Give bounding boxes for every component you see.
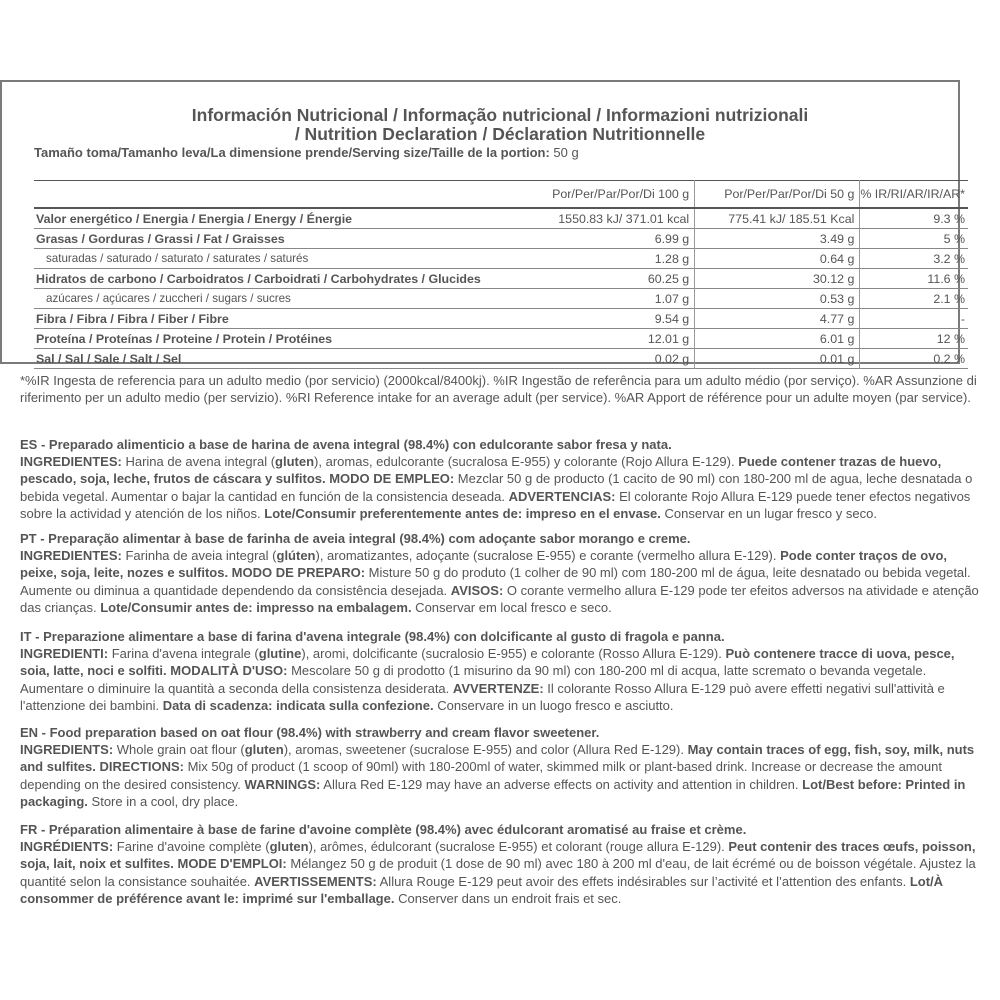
value-per-100g: 6.99 g — [519, 229, 695, 249]
value-per-100g: 1.28 g — [519, 249, 695, 269]
block-title: PT - Preparação alimentar à base de farinha de aveia integral (98.4%) com adoçante sabor morango e creme. — [20, 531, 691, 546]
block-title: IT - Preparazione alimentare a base di farina d'avena integrale (98.4%) con dolcificante al gusto di fragola e panna. — [20, 629, 725, 644]
reference-intake-footnote: *%IR Ingesta de referencia para un adulto medio (por servicio) (2000kcal/8400kj). %IR Ingestão de referência para um adulto médio (por serviço). %AR Assunzione di riferimento per un adulto medio (per servizio). %RI Reference intake for an average adult (per service). %AR Apport de référence pour un adulte moyen (par service). — [20, 373, 977, 406]
nutrient-name: saturadas / saturado / saturato / saturates / saturés — [46, 251, 309, 265]
table-row-carbohydrates — [34, 269, 968, 289]
serving-size-value: 50 g — [549, 145, 579, 160]
value-reference-intake: - — [960, 311, 965, 326]
table-row-fat — [34, 229, 968, 249]
block-title: EN - Food preparation based on oat flour (98.4%) with strawberry and cream flavor sweetener. — [20, 725, 600, 740]
language-block-pt — [20, 530, 980, 616]
table-row-sugars — [34, 289, 968, 309]
nutrient-name: Sal / Sal / Sale / Salt / Sel — [36, 351, 182, 366]
header-per-50g: Por/Per/Par/Por/Di 50 g — [695, 181, 860, 209]
title-line-1: Información Nutricional / Informação nutricional / Informazioni nutrizionali — [191, 105, 809, 125]
serving-size-label: Tamaño toma/Tamanho leva/La dimensione prende/Serving size/Taille de la portion: — [34, 145, 550, 160]
title-line-2: / Nutrition Declaration / Déclaration Nutritionnelle — [294, 124, 706, 144]
value-reference-intake: 3.2 % — [933, 251, 965, 266]
nutrient-name: Valor energético / Energia / Energia / Energy / Énergie — [36, 211, 353, 226]
value-per-50g: 0.01 g — [695, 349, 860, 369]
block-body: INGREDIENTES: Harina de avena integral (gluten), aromas, edulcorante (sucralosa E-955) y colorante (Rojo Allura E-129). Puede contener trazas de huevo, pescado, soja, leche, frutos de cáscara y sulfitos. MODO DE EMPLEO: Mezclar 50 g de producto (1 cacito de 90 ml) con 180-200 ml de agua, leche desnatada o bebida vegetal. Aumentar o bajar la cantidad en función de la consistencia deseada. ADVERTENCIAS: El colorante Rojo Allura E-129 puede tener efectos negativos sobre la actividad y atención de los niños. Lote/Consumir preferentemente antes de: impreso en el envase. Conservar en un lugar fresco y seco. — [20, 454, 973, 521]
value-per-100g: 9.54 g — [519, 309, 695, 329]
table-row-energy — [34, 208, 968, 229]
value-reference-intake: 2.1 % — [933, 291, 965, 306]
value-per-100g: 60.25 g — [519, 269, 695, 289]
nutrient-name: Fibra / Fibra / Fibra / Fiber / Fibre — [36, 311, 229, 326]
table-row-fiber — [34, 309, 968, 329]
value-per-50g: 775.41 kJ/ 185.51 Kcal — [695, 208, 860, 229]
value-reference-intake: 12 % — [936, 331, 965, 346]
header-reference-intake: % IR/RI/AR/IR/AR* — [860, 181, 968, 209]
table-header-row — [34, 181, 968, 209]
language-block-en — [20, 724, 980, 810]
block-body: INGRÉDIENTS: Farine d'avoine complète (gluten), arômes, édulcorant (sucralose E-955) et colorant (rouge allura E-129). Peut contenir des traces œufs, poisson, soja, lait, noix et sulfites. MODE D'EMPLOI: Mélangez 50 g de produit (1 dose de 90 ml) avec 180 à 200 ml d'eau, de lait écrémé ou de boisson végétale. Ajustez la quantité selon la consistance souhaitée. AVERTISSEMENTS: Allura Rouge E-129 peut avoir des effets indésirables sur l’activité et l’attention des enfants. Lot/À consommer de préférence avant le: imprimé sur l'emballage. Conserver dans un endroit frais et sec. — [20, 839, 976, 906]
header-nutrient — [34, 181, 519, 209]
language-block-es — [20, 436, 980, 522]
language-block-it — [20, 628, 980, 714]
block-title: ES - Preparado alimenticio a base de harina de avena integral (98.4%) con edulcorante sabor fresa y nata. — [20, 437, 672, 452]
nutrient-name: Proteína / Proteínas / Proteine / Protein / Protéines — [36, 331, 333, 346]
block-title: FR - Préparation alimentaire à base de farine d'avoine complète (98.4%) avec édulcorant aromatisé au fraise et crème. — [20, 822, 747, 837]
value-reference-intake: 0.2 % — [933, 351, 965, 366]
value-per-50g: 30.12 g — [695, 269, 860, 289]
value-per-50g: 6.01 g — [695, 329, 860, 349]
value-per-100g: 1.07 g — [519, 289, 695, 309]
table-row-protein — [34, 329, 968, 349]
value-reference-intake: 5 % — [943, 231, 965, 246]
value-per-50g: 0.53 g — [695, 289, 860, 309]
value-per-100g: 0.02 g — [519, 349, 695, 369]
serving-size — [34, 145, 579, 160]
block-body: INGREDIENTS: Whole grain oat flour (gluten), aromas, sweetener (sucralose E-955) and color (Allura Red E-129). May contain traces of egg, fish, soy, milk, nuts and sulfites. DIRECTIONS: Mix 50g of product (1 scoop of 90ml) with 180-200ml of water, skimmed milk or plant-based drink. Increase or decrease the amount depending on the desired consistency. WARNINGS: Allura Red E-129 may have an adverse effects on activity and attention in children. Lot/Best before: Printed in packaging. Store in a cool, dry place. — [20, 742, 975, 809]
header-per-100g: Por/Per/Par/Por/Di 100 g — [519, 181, 695, 209]
nutrient-name: Hidratos de carbono / Carboidratos / Carboidrati / Carbohydrates / Glucides — [36, 271, 481, 286]
block-body: INGREDIENTES: Farinha de aveia integral (glúten), aromatizantes, adoçante (sucralose E-955) e corante (vermelho allura E-129). Pode conter traços de ovo, peixe, soja, leite, nozes e sulfitos. MODO DE PREPARO: Misture 50 g do produto (1 colher de 90 ml) com 180-200 ml de água, leite desnatado ou bebida vegetal. Aumente ou diminua a quantidade dependendo da consistência desejada. AVISOS: O corante vermelho allura E-129 pode ter efeitos adversos na atividade e atenção das crianças. Lote/Consumir antes de: impresso na embalagem. Conservar em local fresco e seco. — [20, 548, 979, 615]
value-per-50g: 3.49 g — [695, 229, 860, 249]
nutrition-title — [0, 106, 1000, 144]
table-row-saturates — [34, 249, 968, 269]
value-per-100g: 12.01 g — [519, 329, 695, 349]
value-reference-intake: 9.3 % — [933, 211, 965, 226]
value-per-50g: 0.64 g — [695, 249, 860, 269]
nutrition-table — [34, 180, 968, 369]
block-body: INGREDIENTI: Farina d'avena integrale (glutine), aromi, dolcificante (sucralosio E-955) e colorante (Rosso Allura E-129). Può contenere tracce di uova, pesce, soia, latte, noci e solfiti. MODALITÀ D'USO: Mescolare 50 g di prodotto (1 misurino da 90 ml) con 180-200 ml di acqua, latte scremato o bevanda vegetale. Aumentare o diminuire la quantità a seconda della consistenza desiderata. AVVERTENZE: Il colorante Rosso Allura E-129 può avere effetti negativi sull'attività e l'attenzione dei bambini. Data di scadenza: indicata sulla confezione. Conservare in un luogo fresco e asciutto. — [20, 646, 955, 713]
nutrient-name: azúcares / açúcares / zuccheri / sugars / sucres — [46, 291, 291, 305]
language-block-fr — [20, 821, 980, 907]
nutrient-name: Grasas / Gorduras / Grassi / Fat / Graisses — [36, 231, 285, 246]
table-row-salt — [34, 349, 968, 369]
value-reference-intake: 11.6 % — [927, 271, 965, 286]
value-per-50g: 4.77 g — [695, 309, 860, 329]
value-per-100g: 1550.83 kJ/ 371.01 kcal — [519, 208, 695, 229]
